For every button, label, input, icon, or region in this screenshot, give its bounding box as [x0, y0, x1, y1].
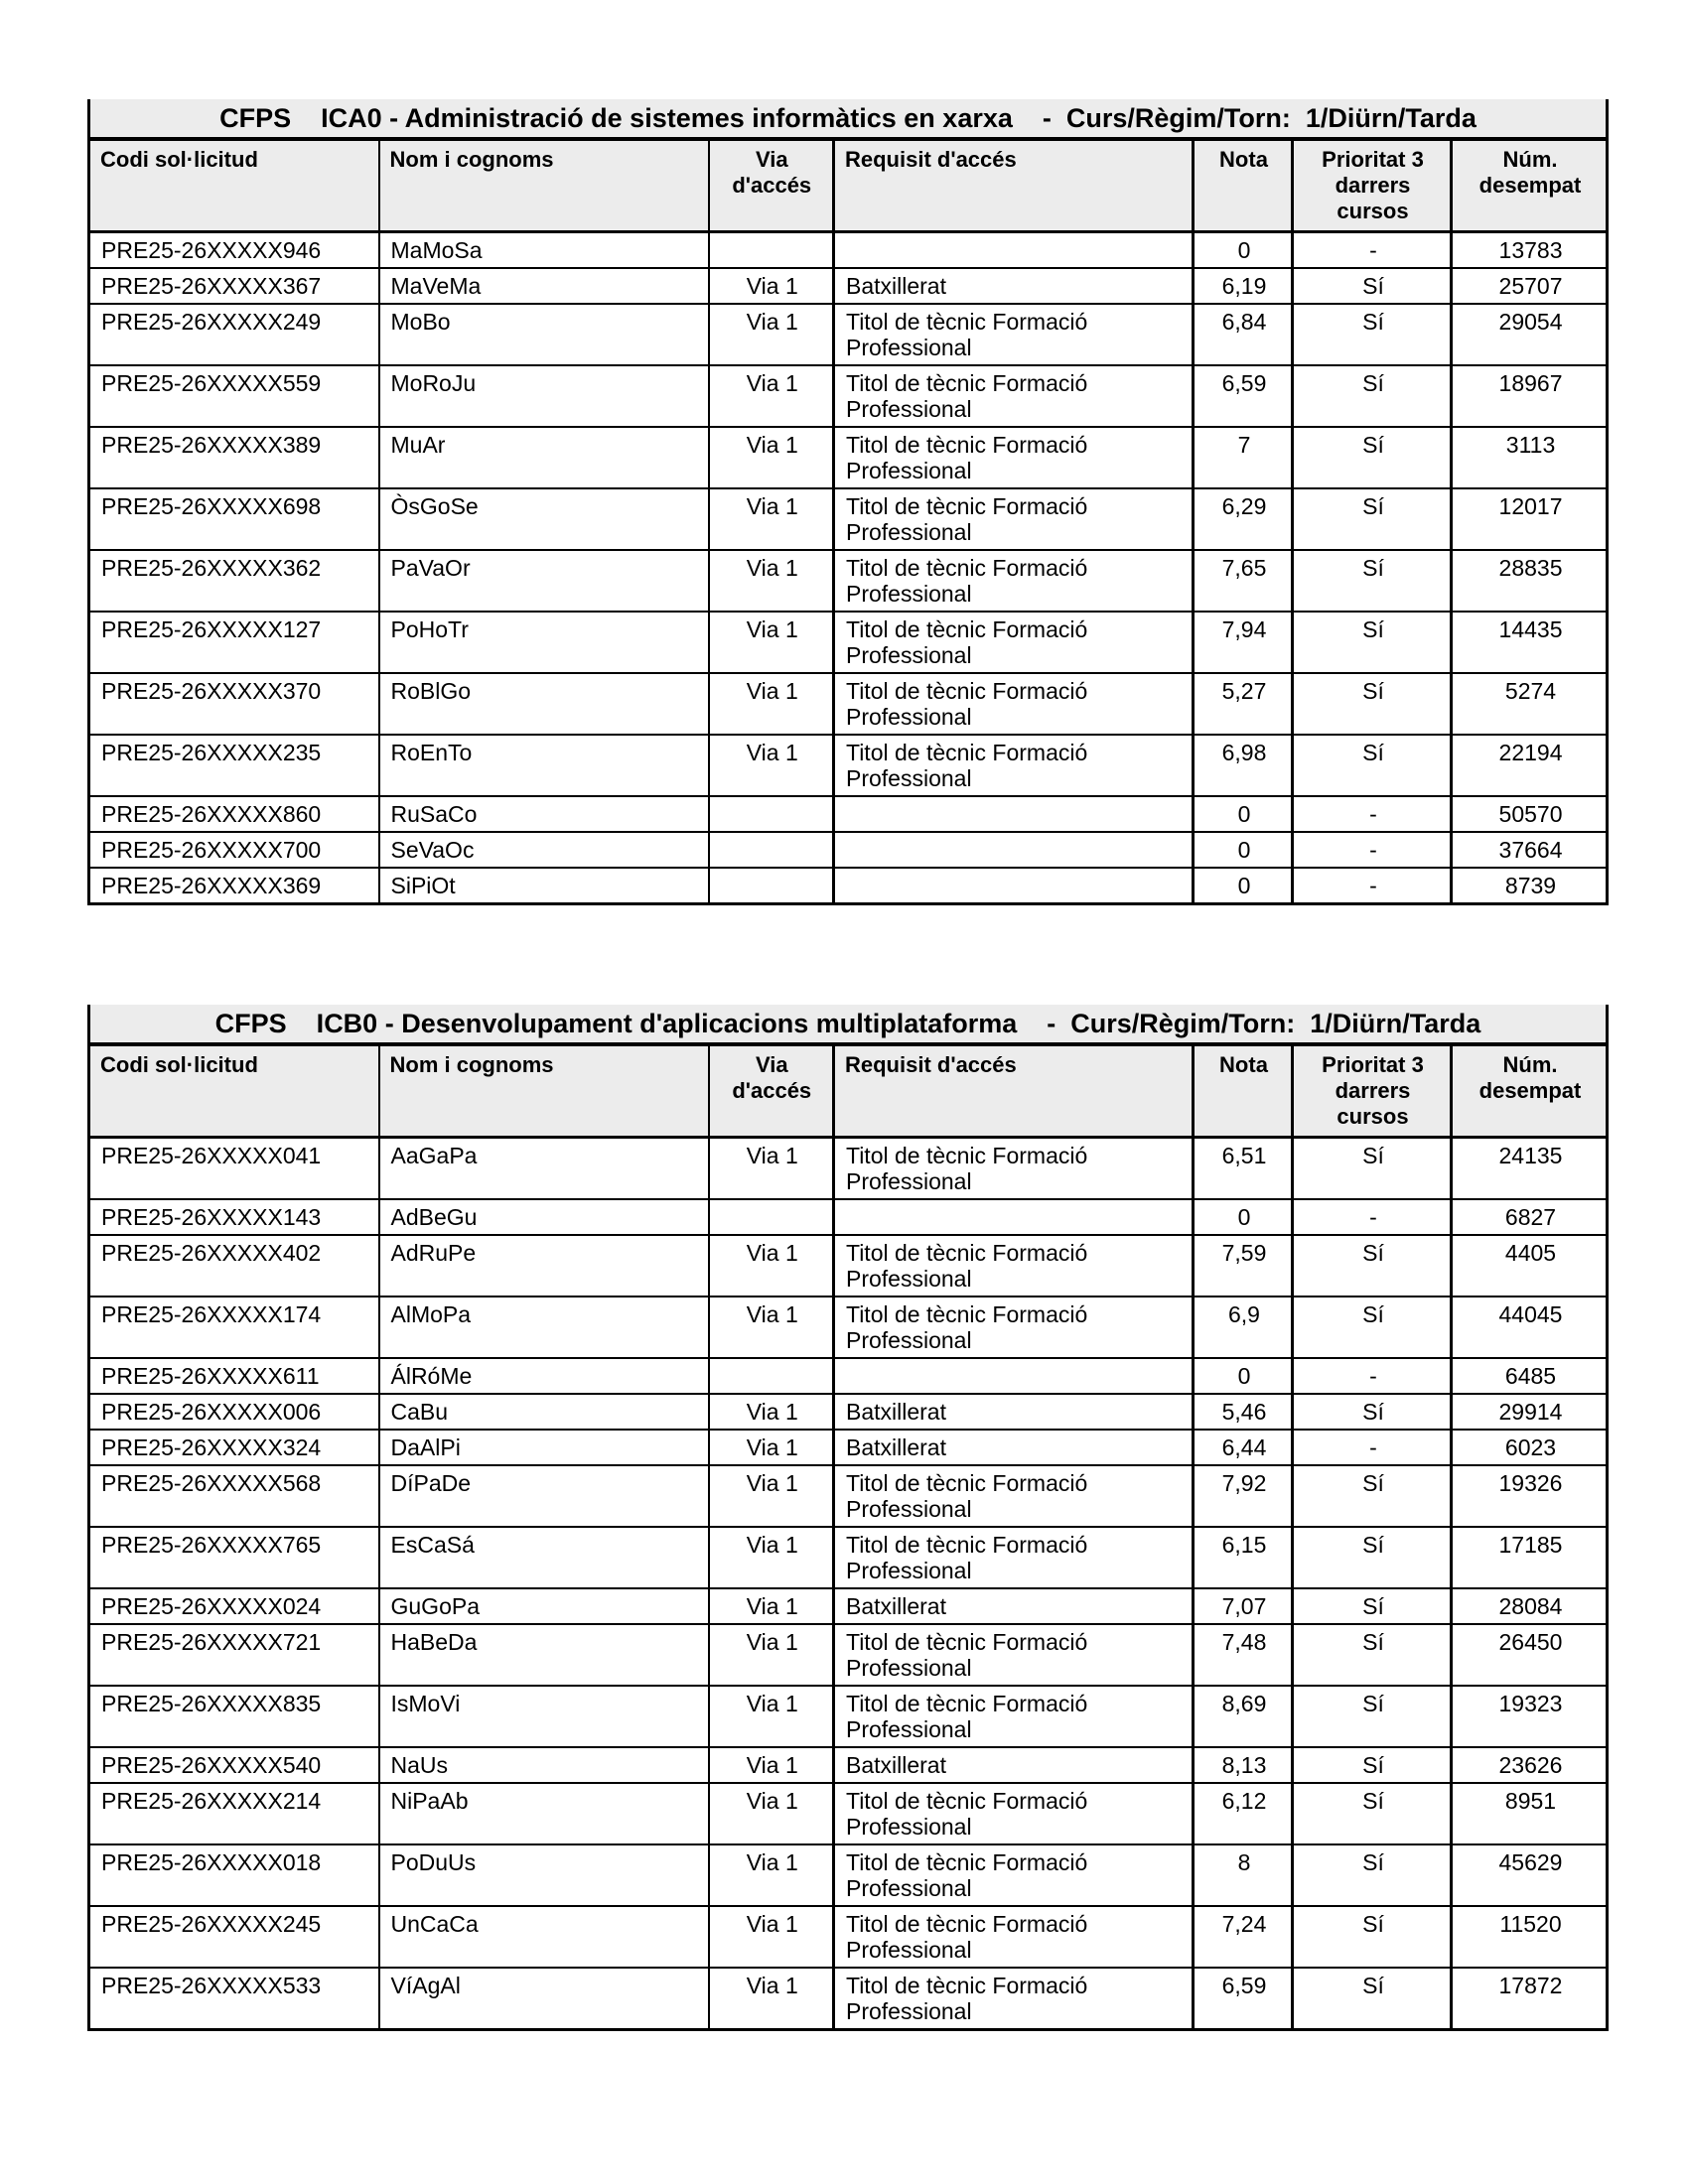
cell-via: Via 1	[709, 1747, 834, 1783]
roster-table	[87, 99, 1609, 905]
cell-via: Via 1	[709, 427, 834, 488]
cell-prioritat: -	[1293, 868, 1452, 903]
column-header-nom: Nom i cognoms	[379, 139, 709, 231]
cell-via: Via 1	[709, 1906, 834, 1968]
cell-codi: PRE25-26XXXXX568	[89, 1465, 379, 1527]
roster-table	[87, 1005, 1609, 2031]
cell-nota: 8,69	[1194, 1686, 1293, 1747]
cell-codi: PRE25-26XXXXX235	[89, 735, 379, 796]
column-header-requisit: Requisit d'accés	[834, 139, 1194, 231]
cell-via: Via 1	[709, 1624, 834, 1686]
cell-desempat: 12017	[1452, 488, 1608, 550]
column-header-codi: Codi sol·licitud	[89, 139, 379, 231]
cell-prioritat: Sí	[1293, 304, 1452, 365]
cell-prioritat: Sí	[1293, 488, 1452, 550]
cell-codi: PRE25-26XXXXX559	[89, 365, 379, 427]
cell-nom: SiPiOt	[379, 868, 709, 903]
cell-via: Via 1	[709, 612, 834, 673]
cell-requisit: Titol de tècnic Formació Professional	[834, 1624, 1194, 1686]
cell-nota: 6,29	[1194, 488, 1293, 550]
column-header-desempat: Núm. desempat	[1452, 139, 1608, 231]
cell-codi: PRE25-26XXXXX402	[89, 1235, 379, 1297]
cell-codi: PRE25-26XXXXX024	[89, 1588, 379, 1624]
admission-table-ica0	[87, 99, 1606, 905]
cell-prioritat: Sí	[1293, 1394, 1452, 1430]
cell-via	[709, 1358, 834, 1394]
table-row	[89, 735, 1608, 796]
table-row	[89, 1394, 1608, 1430]
cell-codi: PRE25-26XXXXX611	[89, 1358, 379, 1394]
cell-desempat: 17185	[1452, 1527, 1608, 1588]
cell-desempat: 19326	[1452, 1465, 1608, 1527]
cell-desempat: 24135	[1452, 1138, 1608, 1199]
cell-nota: 5,46	[1194, 1394, 1293, 1430]
cell-nota: 0	[1194, 796, 1293, 832]
cell-requisit: Titol de tècnic Formació Professional	[834, 1465, 1194, 1527]
cell-desempat: 25707	[1452, 268, 1608, 304]
table-row	[89, 832, 1608, 868]
table-row	[89, 1235, 1608, 1297]
table-row	[89, 1588, 1608, 1624]
table-row	[89, 1358, 1608, 1394]
table-row	[89, 1783, 1608, 1844]
cell-desempat: 18967	[1452, 365, 1608, 427]
cell-codi: PRE25-26XXXXX389	[89, 427, 379, 488]
cell-desempat: 5274	[1452, 673, 1608, 735]
cell-prioritat: -	[1293, 1430, 1452, 1465]
column-header-row	[89, 139, 1608, 231]
cell-requisit: Titol de tècnic Formació Professional	[834, 1297, 1194, 1358]
cell-nota: 7,65	[1194, 550, 1293, 612]
cell-nota: 7	[1194, 427, 1293, 488]
table-row	[89, 1747, 1608, 1783]
cell-requisit: Titol de tècnic Formació Professional	[834, 1906, 1194, 1968]
cell-prioritat: Sí	[1293, 735, 1452, 796]
cell-prioritat: Sí	[1293, 268, 1452, 304]
cell-desempat: 22194	[1452, 735, 1608, 796]
cell-nota: 6,98	[1194, 735, 1293, 796]
cell-via: Via 1	[709, 1297, 834, 1358]
column-header-codi: Codi sol·licitud	[89, 1044, 379, 1137]
cell-nota: 6,9	[1194, 1297, 1293, 1358]
cell-nota: 7,48	[1194, 1624, 1293, 1686]
cell-desempat: 28084	[1452, 1588, 1608, 1624]
cell-via	[709, 1199, 834, 1235]
cell-nom: ÒsGoSe	[379, 488, 709, 550]
cell-nota: 8	[1194, 1844, 1293, 1906]
cell-via: Via 1	[709, 304, 834, 365]
cell-prioritat: Sí	[1293, 1783, 1452, 1844]
cell-prioritat: Sí	[1293, 1235, 1452, 1297]
cell-desempat: 8951	[1452, 1783, 1608, 1844]
cell-desempat: 6023	[1452, 1430, 1608, 1465]
cell-codi: PRE25-26XXXXX765	[89, 1527, 379, 1588]
table-row	[89, 1906, 1608, 1968]
cell-nom: MoBo	[379, 304, 709, 365]
cell-codi: PRE25-26XXXXX174	[89, 1297, 379, 1358]
cell-nom: AlMoPa	[379, 1297, 709, 1358]
cell-nom: NaUs	[379, 1747, 709, 1783]
cell-nom: GuGoPa	[379, 1588, 709, 1624]
cell-desempat: 4405	[1452, 1235, 1608, 1297]
cell-nom: RoEnTo	[379, 735, 709, 796]
cell-nota: 6,59	[1194, 365, 1293, 427]
table-row	[89, 1686, 1608, 1747]
cell-nom: DíPaDe	[379, 1465, 709, 1527]
table-row	[89, 1527, 1608, 1588]
cell-codi: PRE25-26XXXXX946	[89, 232, 379, 268]
cell-nota: 0	[1194, 1358, 1293, 1394]
cell-via: Via 1	[709, 1430, 834, 1465]
cell-nota: 7,59	[1194, 1235, 1293, 1297]
column-header-nota: Nota	[1194, 1044, 1293, 1137]
cell-nota: 0	[1194, 232, 1293, 268]
cell-codi: PRE25-26XXXXX540	[89, 1747, 379, 1783]
table-row	[89, 1844, 1608, 1906]
cell-requisit	[834, 1199, 1194, 1235]
cell-desempat: 29914	[1452, 1394, 1608, 1430]
column-header-nom: Nom i cognoms	[379, 1044, 709, 1137]
column-header-via: Via d'accés	[709, 139, 834, 231]
cell-via: Via 1	[709, 1968, 834, 2029]
cell-nota: 6,59	[1194, 1968, 1293, 2029]
cell-desempat: 44045	[1452, 1297, 1608, 1358]
table-row	[89, 268, 1608, 304]
cell-desempat: 3113	[1452, 427, 1608, 488]
cell-prioritat: Sí	[1293, 1844, 1452, 1906]
cell-requisit	[834, 232, 1194, 268]
cell-prioritat: Sí	[1293, 1297, 1452, 1358]
table-row	[89, 550, 1608, 612]
table-row	[89, 232, 1608, 268]
cell-requisit: Titol de tècnic Formació Professional	[834, 673, 1194, 735]
cell-requisit: Batxillerat	[834, 1394, 1194, 1430]
cell-via	[709, 796, 834, 832]
cell-desempat: 8739	[1452, 868, 1608, 903]
cell-codi: PRE25-26XXXXX362	[89, 550, 379, 612]
table-row	[89, 365, 1608, 427]
column-header-via: Via d'accés	[709, 1044, 834, 1137]
cell-prioritat: Sí	[1293, 365, 1452, 427]
cell-via	[709, 232, 834, 268]
cell-nom: AdRuPe	[379, 1235, 709, 1297]
cell-desempat: 6485	[1452, 1358, 1608, 1394]
cell-nota: 0	[1194, 1199, 1293, 1235]
cell-requisit: Titol de tècnic Formació Professional	[834, 1686, 1194, 1747]
cell-prioritat: Sí	[1293, 1906, 1452, 1968]
cell-nota: 7,24	[1194, 1906, 1293, 1968]
cell-prioritat: Sí	[1293, 427, 1452, 488]
cell-requisit: Batxillerat	[834, 1430, 1194, 1465]
table-row	[89, 673, 1608, 735]
cell-desempat: 26450	[1452, 1624, 1608, 1686]
cell-nom: EsCaSá	[379, 1527, 709, 1588]
cell-via: Via 1	[709, 1138, 834, 1199]
cell-codi: PRE25-26XXXXX700	[89, 832, 379, 868]
table-title: CFPS ICA0 - Administració de sistemes informàtics en xarxa - Curs/Règim/Torn: 1/Diürn/Tarda	[89, 99, 1608, 139]
cell-requisit: Batxillerat	[834, 1588, 1194, 1624]
cell-via: Via 1	[709, 673, 834, 735]
column-header-prioritat: Prioritat 3 darrers cursos	[1293, 139, 1452, 231]
table-row	[89, 1138, 1608, 1199]
cell-nota: 7,07	[1194, 1588, 1293, 1624]
cell-prioritat: -	[1293, 1358, 1452, 1394]
cell-nom: UnCaCa	[379, 1906, 709, 1968]
table-row	[89, 304, 1608, 365]
cell-codi: PRE25-26XXXXX367	[89, 268, 379, 304]
cell-via	[709, 832, 834, 868]
cell-codi: PRE25-26XXXXX006	[89, 1394, 379, 1430]
cell-codi: PRE25-26XXXXX533	[89, 1968, 379, 2029]
cell-codi: PRE25-26XXXXX127	[89, 612, 379, 673]
cell-via: Via 1	[709, 735, 834, 796]
cell-nom: HaBeDa	[379, 1624, 709, 1686]
column-header-nota: Nota	[1194, 139, 1293, 231]
table-row	[89, 427, 1608, 488]
cell-via: Via 1	[709, 1686, 834, 1747]
cell-prioritat: Sí	[1293, 1686, 1452, 1747]
cell-nom: MuAr	[379, 427, 709, 488]
cell-nom: ÁlRóMe	[379, 1358, 709, 1394]
cell-via: Via 1	[709, 488, 834, 550]
cell-prioritat: -	[1293, 832, 1452, 868]
table-title: CFPS ICB0 - Desenvolupament d'aplicacions multiplataforma - Curs/Règim/Torn: 1/Diürn/Tarda	[89, 1005, 1608, 1044]
cell-prioritat: Sí	[1293, 1527, 1452, 1588]
cell-nota: 6,51	[1194, 1138, 1293, 1199]
table-row	[89, 796, 1608, 832]
cell-nom: NiPaAb	[379, 1783, 709, 1844]
cell-prioritat: Sí	[1293, 1968, 1452, 2029]
cell-nom: AaGaPa	[379, 1138, 709, 1199]
cell-codi: PRE25-26XXXXX041	[89, 1138, 379, 1199]
cell-desempat: 37664	[1452, 832, 1608, 868]
cell-nota: 0	[1194, 868, 1293, 903]
cell-nota: 6,15	[1194, 1527, 1293, 1588]
cell-requisit: Titol de tècnic Formació Professional	[834, 550, 1194, 612]
cell-via: Via 1	[709, 1394, 834, 1430]
cell-nom: MaMoSa	[379, 232, 709, 268]
cell-nota: 7,94	[1194, 612, 1293, 673]
cell-via: Via 1	[709, 1588, 834, 1624]
table-title-row	[89, 1005, 1608, 1044]
cell-requisit: Titol de tècnic Formació Professional	[834, 1783, 1194, 1844]
cell-prioritat: Sí	[1293, 612, 1452, 673]
cell-via: Via 1	[709, 550, 834, 612]
table-row	[89, 1297, 1608, 1358]
cell-requisit	[834, 796, 1194, 832]
cell-prioritat: Sí	[1293, 1465, 1452, 1527]
cell-codi: PRE25-26XXXXX143	[89, 1199, 379, 1235]
cell-nom: SeVaOc	[379, 832, 709, 868]
table-row	[89, 1430, 1608, 1465]
cell-prioritat: Sí	[1293, 673, 1452, 735]
cell-nota: 6,19	[1194, 268, 1293, 304]
cell-requisit	[834, 1358, 1194, 1394]
cell-nom: DaAlPi	[379, 1430, 709, 1465]
table-row	[89, 868, 1608, 903]
cell-nom: RuSaCo	[379, 796, 709, 832]
cell-requisit: Titol de tècnic Formació Professional	[834, 427, 1194, 488]
column-header-requisit: Requisit d'accés	[834, 1044, 1194, 1137]
cell-desempat: 17872	[1452, 1968, 1608, 2029]
cell-nota: 0	[1194, 832, 1293, 868]
table-row	[89, 1624, 1608, 1686]
cell-prioritat: -	[1293, 796, 1452, 832]
cell-prioritat: -	[1293, 1199, 1452, 1235]
cell-codi: PRE25-26XXXXX249	[89, 304, 379, 365]
cell-desempat: 19323	[1452, 1686, 1608, 1747]
cell-nota: 6,44	[1194, 1430, 1293, 1465]
cell-requisit: Titol de tècnic Formació Professional	[834, 1235, 1194, 1297]
cell-codi: PRE25-26XXXXX860	[89, 796, 379, 832]
cell-nom: PaVaOr	[379, 550, 709, 612]
cell-nom: CaBu	[379, 1394, 709, 1430]
cell-nom: IsMoVi	[379, 1686, 709, 1747]
cell-codi: PRE25-26XXXXX721	[89, 1624, 379, 1686]
table-title-row	[89, 99, 1608, 139]
cell-nota: 5,27	[1194, 673, 1293, 735]
cell-via: Via 1	[709, 268, 834, 304]
cell-codi: PRE25-26XXXXX245	[89, 1906, 379, 1968]
cell-via: Via 1	[709, 1527, 834, 1588]
cell-nom: AdBeGu	[379, 1199, 709, 1235]
cell-desempat: 23626	[1452, 1747, 1608, 1783]
table-row	[89, 488, 1608, 550]
cell-desempat: 11520	[1452, 1906, 1608, 1968]
cell-prioritat: Sí	[1293, 550, 1452, 612]
cell-prioritat: Sí	[1293, 1624, 1452, 1686]
cell-desempat: 28835	[1452, 550, 1608, 612]
cell-nota: 8,13	[1194, 1747, 1293, 1783]
cell-codi: PRE25-26XXXXX369	[89, 868, 379, 903]
cell-nota: 6,84	[1194, 304, 1293, 365]
cell-requisit: Titol de tècnic Formació Professional	[834, 1527, 1194, 1588]
table-row	[89, 1465, 1608, 1527]
column-header-prioritat: Prioritat 3 darrers cursos	[1293, 1044, 1452, 1137]
cell-requisit: Titol de tècnic Formació Professional	[834, 735, 1194, 796]
cell-prioritat: Sí	[1293, 1747, 1452, 1783]
cell-requisit: Titol de tècnic Formació Professional	[834, 1138, 1194, 1199]
cell-requisit: Batxillerat	[834, 268, 1194, 304]
cell-requisit: Titol de tècnic Formació Professional	[834, 365, 1194, 427]
cell-requisit	[834, 868, 1194, 903]
cell-desempat: 50570	[1452, 796, 1608, 832]
cell-codi: PRE25-26XXXXX835	[89, 1686, 379, 1747]
cell-via: Via 1	[709, 1783, 834, 1844]
cell-prioritat: Sí	[1293, 1588, 1452, 1624]
cell-nom: MaVeMa	[379, 268, 709, 304]
cell-desempat: 6827	[1452, 1199, 1608, 1235]
cell-nom: VíAgAl	[379, 1968, 709, 2029]
column-header-desempat: Núm. desempat	[1452, 1044, 1608, 1137]
column-header-row	[89, 1044, 1608, 1137]
cell-codi: PRE25-26XXXXX370	[89, 673, 379, 735]
admission-table-icb0	[87, 1005, 1606, 2031]
cell-requisit: Titol de tècnic Formació Professional	[834, 1968, 1194, 2029]
cell-codi: PRE25-26XXXXX214	[89, 1783, 379, 1844]
cell-via: Via 1	[709, 1465, 834, 1527]
cell-prioritat: Sí	[1293, 1138, 1452, 1199]
cell-nom: PoHoTr	[379, 612, 709, 673]
cell-codi: PRE25-26XXXXX324	[89, 1430, 379, 1465]
cell-codi: PRE25-26XXXXX698	[89, 488, 379, 550]
cell-desempat: 45629	[1452, 1844, 1608, 1906]
cell-via: Via 1	[709, 365, 834, 427]
table-row	[89, 612, 1608, 673]
cell-desempat: 14435	[1452, 612, 1608, 673]
cell-desempat: 13783	[1452, 232, 1608, 268]
cell-nota: 6,12	[1194, 1783, 1293, 1844]
cell-prioritat: -	[1293, 232, 1452, 268]
cell-nota: 7,92	[1194, 1465, 1293, 1527]
cell-via	[709, 868, 834, 903]
table-row	[89, 1199, 1608, 1235]
cell-via: Via 1	[709, 1844, 834, 1906]
cell-nom: MoRoJu	[379, 365, 709, 427]
cell-requisit	[834, 832, 1194, 868]
cell-requisit: Titol de tècnic Formació Professional	[834, 488, 1194, 550]
cell-nom: RoBlGo	[379, 673, 709, 735]
cell-codi: PRE25-26XXXXX018	[89, 1844, 379, 1906]
cell-requisit: Titol de tècnic Formació Professional	[834, 612, 1194, 673]
cell-desempat: 29054	[1452, 304, 1608, 365]
cell-requisit: Titol de tècnic Formació Professional	[834, 1844, 1194, 1906]
table-row	[89, 1968, 1608, 2029]
cell-requisit: Batxillerat	[834, 1747, 1194, 1783]
cell-requisit: Titol de tècnic Formació Professional	[834, 304, 1194, 365]
cell-via: Via 1	[709, 1235, 834, 1297]
cell-nom: PoDuUs	[379, 1844, 709, 1906]
